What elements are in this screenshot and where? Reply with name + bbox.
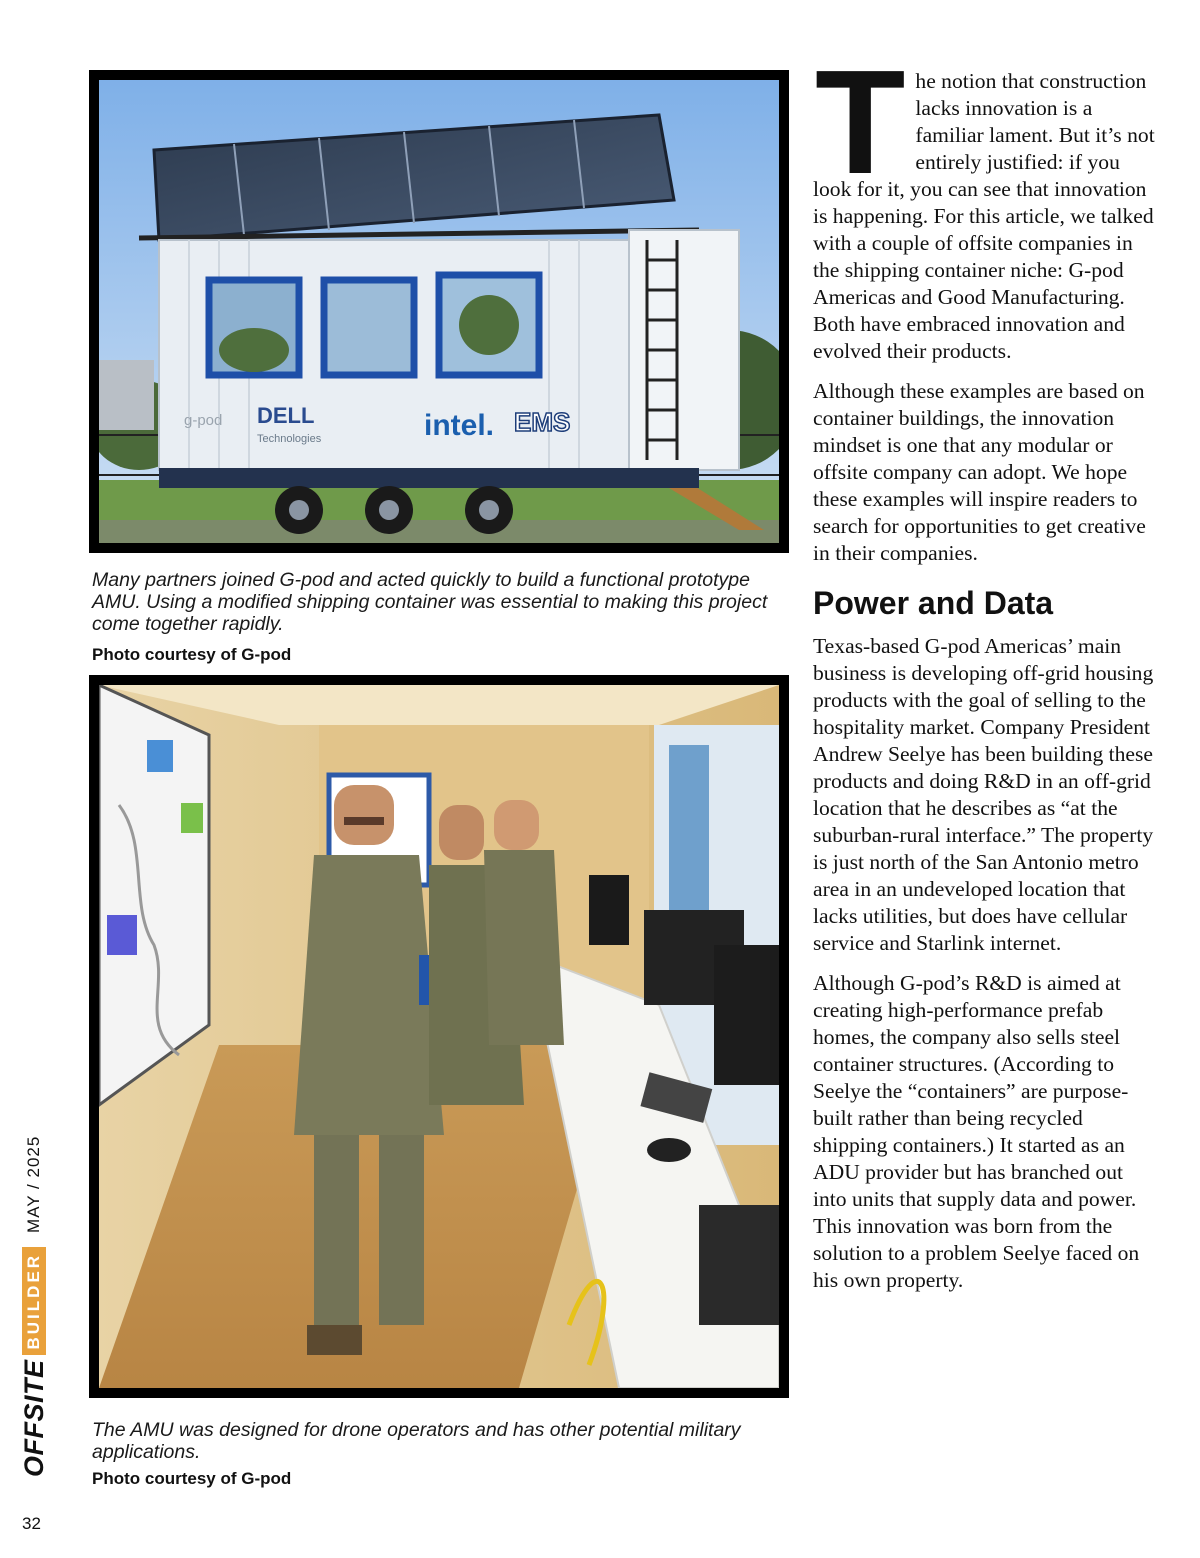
container-photo — [89, 70, 789, 553]
article-column — [813, 40, 1157, 1307]
intel-logo: intel. — [424, 409, 495, 442]
article-paragraph: Although these examples are based on container buildings, the innovation mindset is one that any modular or offsite company can adopt. We hope these examples will inspire readers to search for opportunities to get creative in their companies. — [813, 379, 1146, 565]
dell-technologies-text: Technologies — [257, 433, 322, 445]
photo-caption: The AMU was designed for drone operators and has other potential military applications. — [92, 1419, 741, 1463]
container-photo-image — [99, 80, 779, 543]
ems-logo: EMS — [514, 407, 571, 437]
article-paragraph — [813, 40, 1157, 365]
photo-caption: Many partners joined G-pod and acted quickly to build a functional prototype AMU. Using a modified shipping container was essential to making this project come together rapidly. — [92, 569, 768, 635]
drop-cap: T — [815, 40, 906, 205]
article-paragraph: Although G-pod’s R&D is aimed at creating high-performance prefab homes, the company also sells steel container structures. (According to Seelye the “containers” are purpose-built rather than being recycled shipping containers.) It started as an ADU provider but has branched out into units that supply data and power. This innovation was born from the solution to a problem Seelye faced on his own property. — [813, 971, 1140, 1292]
page-number: 32 — [22, 1514, 41, 1533]
dell-logo: DELL — [257, 403, 315, 428]
magazine-spine — [14, 1135, 54, 1485]
gpod-logo: g-pod — [184, 412, 223, 429]
brand-offsite: OFFSITE — [18, 1359, 49, 1477]
article-paragraph: Texas-based G-pod Americas’ main business is developing off-grid housing products with the goal of selling to the hospitality market. Company President Andrew Seelye has been building these products and doing R&D in an off-grid location that he describes as “at the suburban-rural interface.” The property is just north of the San Antonio metro area in an undeveloped location that lacks utilities, but does have cellular service and Starlink internet. — [813, 634, 1154, 955]
paragraph-text: he notion that construction lacks innovation is a familiar lament. But it’s not entirely justified: if you look for it, you can see that innovation is happening. For this article, we talked with a couple of offsite companies in the shipping container niche: G-pod Americas and Good Manufacturing. Both have embraced innovation and evolved their products. — [813, 69, 1155, 363]
photo-credit: Photo courtesy of G-pod — [92, 1469, 292, 1488]
photo-credit: Photo courtesy of G-pod — [92, 645, 292, 664]
issue-date: MAY / 2025 — [24, 1135, 43, 1233]
interior-photo-image — [99, 685, 779, 1388]
section-heading: Power and Data — [813, 585, 1054, 621]
interior-photo — [89, 675, 789, 1398]
brand-builder: BUILDER — [22, 1247, 46, 1356]
